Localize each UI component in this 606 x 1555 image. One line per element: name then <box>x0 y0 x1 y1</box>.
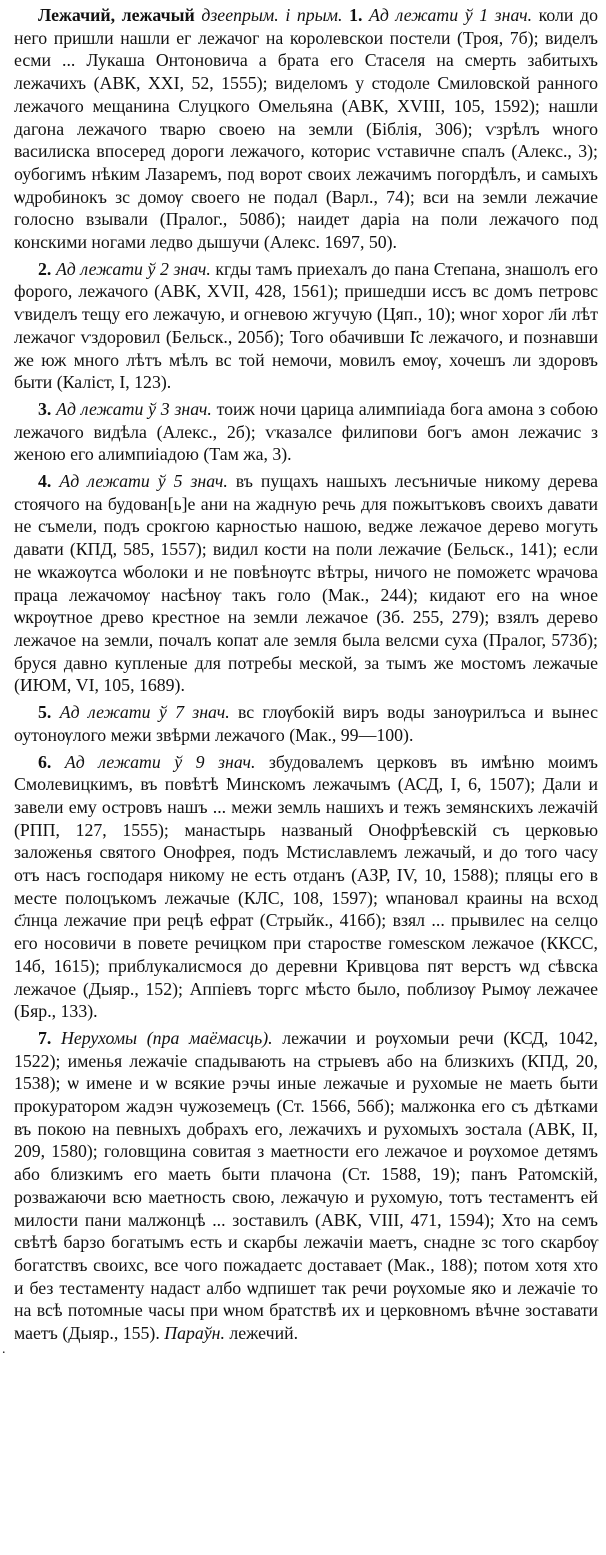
sense-number: 1. <box>349 5 363 25</box>
entry-sense-7 <box>14 1027 598 1345</box>
crossref-label: Параўн. <box>164 1323 225 1344</box>
sense-citations: вс глѹбокій виръ воды занѹрилъса и вынес оутонѹлого межи звѣрми лежачого (Мак., 99—100). <box>14 702 599 745</box>
headword: Лежачий, лежачый <box>38 5 195 25</box>
entry-sense-2 <box>14 258 598 394</box>
sense-citations: кгды тамъ приехалъ до пана Степана, знашолъ его форого, лежачого (АВК, XVII, 428, 1561); пришедши иссъ вс домъ петровс ѵвиделъ тещу его лежачую, и огневою жгучую (Цяп., 10); ѡног хорог л҃и лѣт лежачог ѵздоровил (Бельск., 205б); Того обачивши І҃с лежачого, и познавши же юж много лѣтъ мѣлъ вс той немочи, мовилъ емѹ, хочешъ ли здоровъ быти (Каліст, І, 123). <box>14 258 598 393</box>
sense-number: 5. <box>38 702 52 723</box>
sense-definition: Ад лежати ў 3 знач. <box>56 398 212 419</box>
margin-mark: . <box>2 1342 6 1357</box>
sense-number: 7. <box>38 1027 52 1048</box>
sense-number: 4. <box>38 471 52 492</box>
sense-definition: Нерухомы (пра маёмасць). <box>61 1027 273 1048</box>
entry-sense-4 <box>14 470 598 697</box>
entry-sense-6 <box>14 751 598 1023</box>
sense-number: 3. <box>38 398 52 419</box>
sense-citations: збудовалемъ церковъ въ имѣню моимъ Смолевицкимъ, въ повѣтѣ Минскомъ лежачымъ (АСД, І, 6, 1507); Дали и завели ему островъ нашъ ... межи земль нашихъ и тежъ земянскихъ лежачій (РПП, 127, 1555); манастырь названый Онофрѣевскій съ церковью заложенья святого Онофрея, подъ Мстиславлемъ лежачый, и до того часу отъ насъ господаря никому не есть отданъ (АЗР, IV, 10, 1588); пляцы его в месте полоцъкомъ лежачые (КЛС, 108, 1597); ѡпановал краины на всход с҃лнца лежачие при рецѣ ефрат (Стрыйк., 416б); взял ... прывилес на селцо его носовичи в повете речицком при старостве гомеѕском лежачое (ККСС, 14б, 1615); приблукалисмося до деревни Кривцова пят верстъ ѡд сѣвска лежачое (Дыяр., 152); Аппіевъ торгс мѣсто было, поблизѹ Рымѹ лежачее (Бяр., 133). <box>14 751 598 1022</box>
grammar-label: дзеeпрым. і прым. <box>201 5 343 25</box>
crossref-word: лежечий. <box>229 1323 299 1344</box>
sense-number: 6. <box>38 751 52 772</box>
entry-sense-1 <box>14 4 598 254</box>
sense-definition: Ад лежати ў 5 знач. <box>59 471 228 492</box>
sense-citations: въ пущахъ нашыхъ лесъничые никому дерева стоячого на будован[ь]е ани на жадную речь для пожытъковъ своихъ давати не съмели, подъ срокгою карностью нашою, ведже лежачое дерево могуть давати (КПД, 585, 1557); видил кости на поли лежачие (Бельск., 141); если не ѡкажѹтса ѡболоки и не повѣнѹтс вѣтры, ничого не поможетс ѡрачова праца лежачомѹ насѣнѹ такъ голо (Мак., 244); кидают его на ѡное ѡкрѹтное древо крестное на земли лежачое (Зб. 255, 279); взялъ дерево лежачое на земли, почалъ копат але земля была велсми суха (Пралог, 573б); бруся давно купленые для потребы меской, за тымъ же мостомъ лежачые (ИЮМ, VI, 105, 1689). <box>14 471 599 696</box>
sense-definition: Ад лежати ў 1 знач. <box>369 5 533 25</box>
sense-citations: коли до него пришли нашли ег лежачог на королевскои постели (Троя, 7б); виделъ есми ... Лукаша Онтоновича а брата его Стаселя на смерть забитыхъ лежачихъ (АВК, XXI, 52, 1555); виделомъ у стодоле Смиловской ранного лежачого мещанина Слуцкого Омельяна (АВК, XVIII, 105, 1592); нашли дагона лежачого тварю своею на земли (Біблія, 306); ѵзрѣлъ ѡного василиска впосеред дороги лежачого, которис ѵставичне спалъ (Алекс., 3); оубогимъ нѣким Лазаремъ, под ворот своих лежачимъ погордѣлъ, и самыхъ ѡдробинокъ зс домѹ своего не подал (Варл., 74); вси на земли лежачие голосно взывали (Пралог., 508б); наидет даріа на поли лежачого под конскими ногами ледво дышучи (Алекс. 1697, 50). <box>14 5 598 253</box>
sense-definition: Ад лежати ў 2 знач. <box>55 258 211 279</box>
entry-sense-5 <box>14 701 598 746</box>
sense-citations: лежачии и рѹхомыи речи (КСД, 1042, 1522); именья лежачіе спадывають на стрыевъ або на близкихъ (КПД, 20, 1538); ѡ имене и ѡ всякие рэчы иные лежачые и рухомые не маеть быти прокуратором жадэн чужоземецъ (Ст. 1566, 56б); малжонка его съ дѣтками въ покою на певныхъ добрахъ его, лежачихъ и рухомыхъ зостала (АВК, II, 209, 1580); головщина совитая з маетности его лежачое и рѹхомое детямъ або близкимъ его маеть быти плачона (Ст. 1588, 19); панъ Ратомскій, розважаючи всю маетность свою, лежачую и рухомую, тотъ тестаментъ ей милости пани малжонцѣ ... зоставилъ (АВК, VIII, 471, 1594); Хто на семъ свѣтѣ барзо богатымъ есть и скарбы лежачіи маетъ, снадне зс того скарбѹ богатствъ своихс, все чого пожадаетс доставает (Мак., 188); потом хотя хто и без тестаменту надаст албо ѡдпишет так речи рѹхомые яко и лежачіе то на всѣ потомные часы при ѡном братствѣ их и церковномъ вѣчне зоставати маетъ (Дыяр., 155). <box>14 1027 598 1344</box>
entry-sense-3 <box>14 398 598 466</box>
sense-definition: Ад лежати ў 7 знач. <box>59 702 230 723</box>
sense-citations: тоиж ночи царица алимпиіада бога амона з собою лежачого видѣла (Алекс., 2б); ѵказалсе филипови богъ амон лежачис з женою его алимпиіадою (Там жа, 3). <box>14 398 598 465</box>
sense-definition: Ад лежати ў 9 знач. <box>64 751 256 772</box>
sense-number: 2. <box>38 258 52 279</box>
